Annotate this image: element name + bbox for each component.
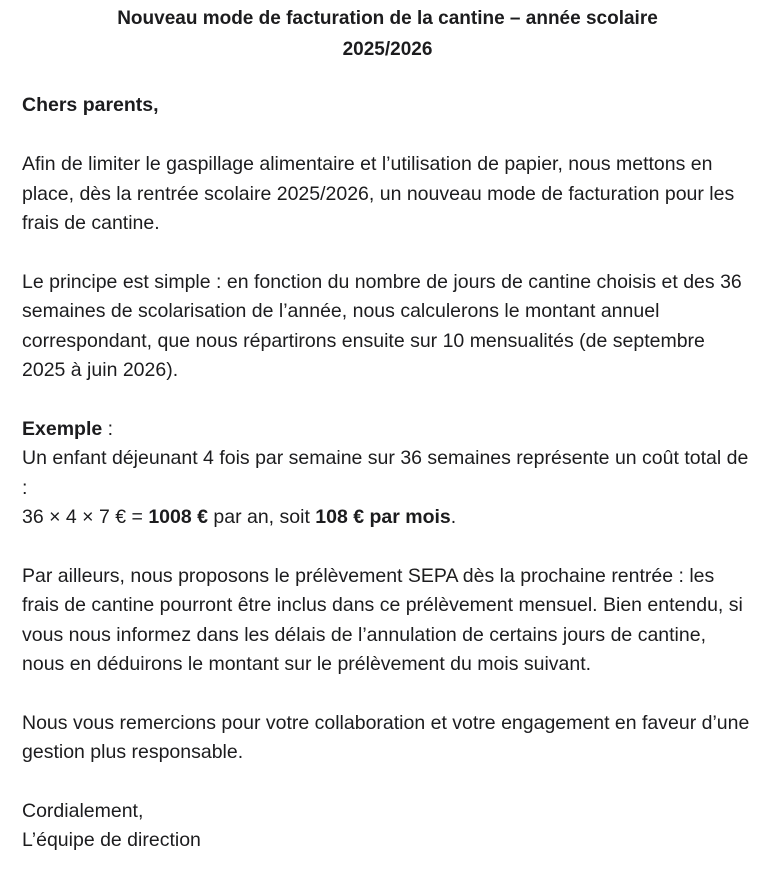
sepa-paragraph: Par ailleurs, nous proposons le prélèvement SEPA dès la prochaine rentrée : les frais de cantine pourront être inclus dans ce prélèvement mensuel. Bien entendu, si vous nous informez dans les délais de l’annulation de certains jours de cantine, nous en déduirons le montant sur le prélèvement du mois suivant. (22, 564, 743, 675)
calc-middle: par an, soit (207, 506, 316, 528)
intro-paragraph: Afin de limiter le gaspillage alimentaire et l’utilisation de papier, nous mettons en place, dès la rentrée scolaire 2025/2026, un nouveau mode de facturation pour les frais de cantine. (22, 153, 735, 234)
closing: Cordialement, (22, 799, 144, 822)
greeting: Chers parents, (22, 94, 159, 116)
example-label-text: Exemple (22, 417, 103, 440)
calc-suffix: . (450, 506, 457, 528)
example-calculation (22, 503, 753, 533)
example-description: Un enfant déjeunant 4 fois par semaine sur 36 semaines représente un coût total de : (22, 447, 749, 499)
document-title (22, 3, 753, 65)
principle-paragraph: Le principe est simple : en fonction du nombre de jours de cantine choisis et des 36 semaines de scolarisation de l’année, nous calculerons le montant annuel correspondant, que nous répartirons ensuite sur 10 mensualités (de septembre 2025 à juin 2026). (22, 270, 742, 381)
title-line-1: Nouveau mode de facturation de la cantine – année scolaire (117, 8, 658, 29)
example-label-colon: : (102, 417, 114, 440)
calc-prefix: 36 × 4 × 7 € = (22, 506, 149, 528)
letter-document (0, 3, 775, 856)
signature: L’équipe de direction (22, 829, 201, 851)
example-section (22, 415, 753, 533)
annual-total: 1008 € (148, 506, 208, 528)
thanks-paragraph: Nous vous remercions pour votre collaboration et votre engagement en faveur d’une gestion plus responsable. (22, 711, 750, 763)
monthly-total: 108 € par mois (315, 506, 451, 528)
title-line-2: 2025/2026 (342, 39, 433, 60)
example-label (22, 415, 753, 445)
